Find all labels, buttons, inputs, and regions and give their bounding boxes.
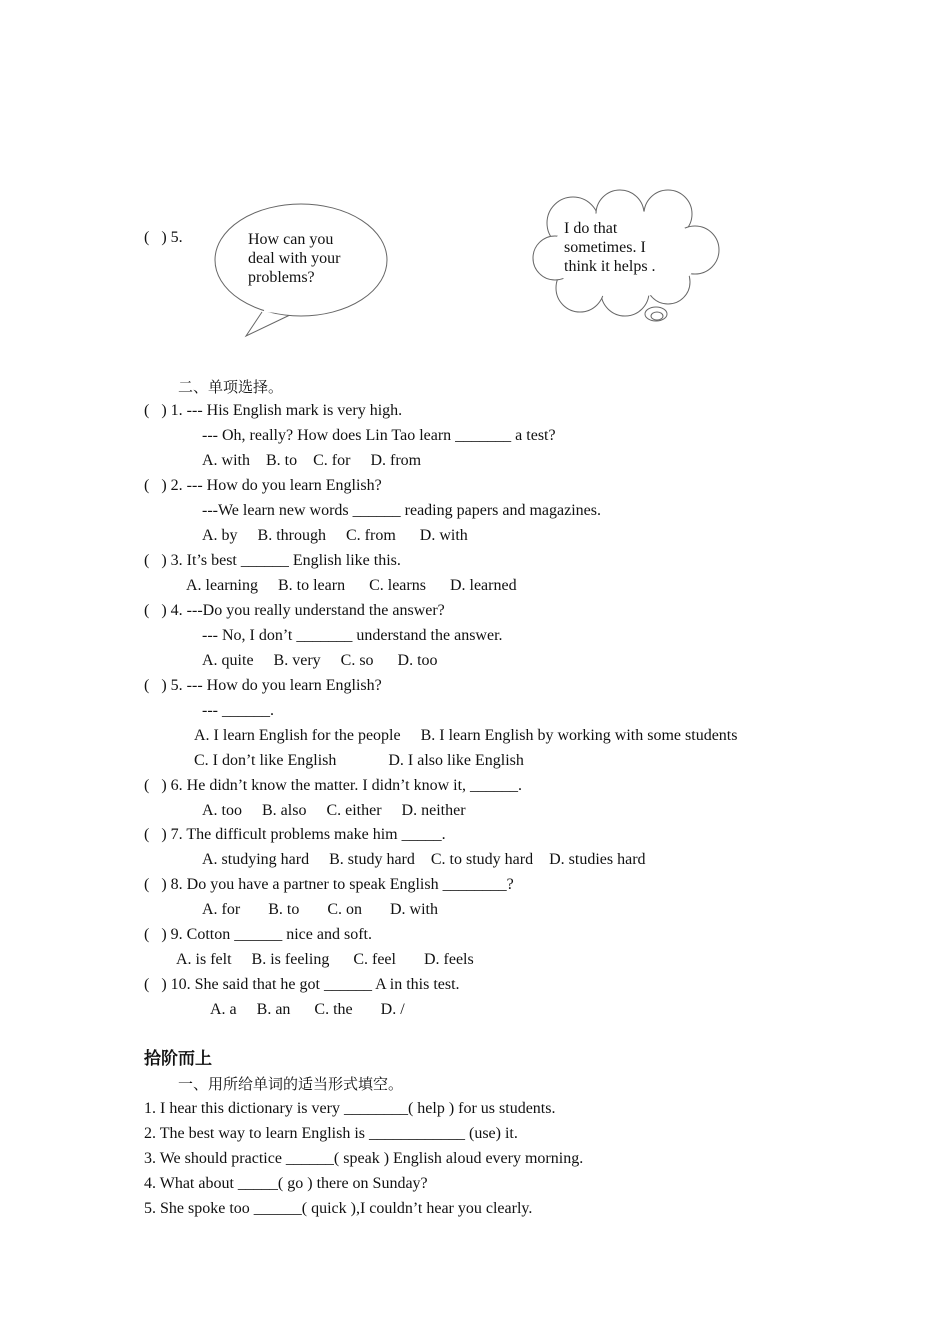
q6-stem: ( ) 6. He didn’t know the matter. I didn’t know it, ______. bbox=[144, 777, 523, 794]
q2-stem: ( ) 2. --- How do you learn English? bbox=[144, 477, 382, 494]
q3-stem: ( ) 3. It’s best ______ English like this. bbox=[144, 552, 401, 569]
q5-options-cd: C. I don’t like English D. I also like English bbox=[194, 752, 524, 769]
q5-options-ab: A. I learn English for the people B. I learn English by working with some students bbox=[194, 727, 738, 744]
q8-options: A. for B. to C. on D. with bbox=[202, 901, 438, 918]
fill-item-4: 4. What about _____( go ) there on Sunday? bbox=[144, 1175, 428, 1192]
section-two-title: 二、单项选择。 bbox=[178, 378, 284, 396]
q2-line2: ---We learn new words ______ reading papers and magazines. bbox=[202, 502, 602, 519]
q2-options: A. by B. through C. from D. with bbox=[202, 527, 468, 544]
q4-line2: --- No, I don’t _______ understand the answer. bbox=[202, 627, 503, 644]
speech-line-1: How can you bbox=[248, 231, 334, 248]
q7-options: A. studying hard B. study hard C. to study hard D. studies hard bbox=[202, 851, 646, 868]
q7-stem: ( ) 7. The difficult problems make him _____. bbox=[144, 826, 446, 843]
q3-options: A. learning B. to learn C. learns D. learned bbox=[186, 577, 517, 594]
q6-options: A. too B. also C. either D. neither bbox=[202, 802, 466, 819]
fill-item-3: 3. We should practice ______( speak ) English aloud every morning. bbox=[144, 1150, 584, 1167]
q1-stem: ( ) 1. --- His English mark is very high. bbox=[144, 402, 403, 419]
q9-stem: ( ) 9. Cotton ______ nice and soft. bbox=[144, 926, 372, 943]
advance-subtitle: 一、用所给单词的适当形式填空。 bbox=[178, 1075, 404, 1093]
q4-options: A. quite B. very C. so D. too bbox=[202, 652, 438, 669]
speech-bubble-text bbox=[248, 230, 356, 287]
q10-options: A. a B. an C. the D. / bbox=[210, 1001, 405, 1018]
q4-stem: ( ) 4. ---Do you really understand the answer? bbox=[144, 602, 445, 619]
fill-item-1: 1. I hear this dictionary is very ________( help ) for us students. bbox=[144, 1100, 556, 1117]
thought-line-2: sometimes. I bbox=[564, 239, 646, 256]
thought-bubble-text bbox=[564, 219, 674, 276]
speech-line-3: problems? bbox=[248, 269, 315, 286]
q5-line2: --- ______. bbox=[202, 702, 274, 719]
speech-line-2: deal with your bbox=[248, 250, 341, 267]
q1-options: A. with B. to C. for D. from bbox=[202, 452, 422, 469]
thought-line-1: I do that bbox=[564, 220, 618, 237]
picture-question-number: ( ) 5. bbox=[144, 229, 183, 246]
q5-stem: ( ) 5. --- How do you learn English? bbox=[144, 677, 382, 694]
q1-line2: --- Oh, really? How does Lin Tao learn _______ a test? bbox=[202, 427, 556, 444]
thought-line-3: think it helps . bbox=[564, 258, 656, 275]
advance-heading: 拾阶而上 bbox=[144, 1049, 212, 1069]
fill-item-2: 2. The best way to learn English is ____________ (use) it. bbox=[144, 1125, 518, 1142]
q10-stem: ( ) 10. She said that he got ______ A in this test. bbox=[144, 976, 460, 993]
fill-item-5: 5. She spoke too ______( quick ),I couldn’t hear you clearly. bbox=[144, 1200, 533, 1217]
q9-options: A. is felt B. is feeling C. feel D. feels bbox=[176, 951, 474, 968]
q8-stem: ( ) 8. Do you have a partner to speak English ________? bbox=[144, 876, 514, 893]
